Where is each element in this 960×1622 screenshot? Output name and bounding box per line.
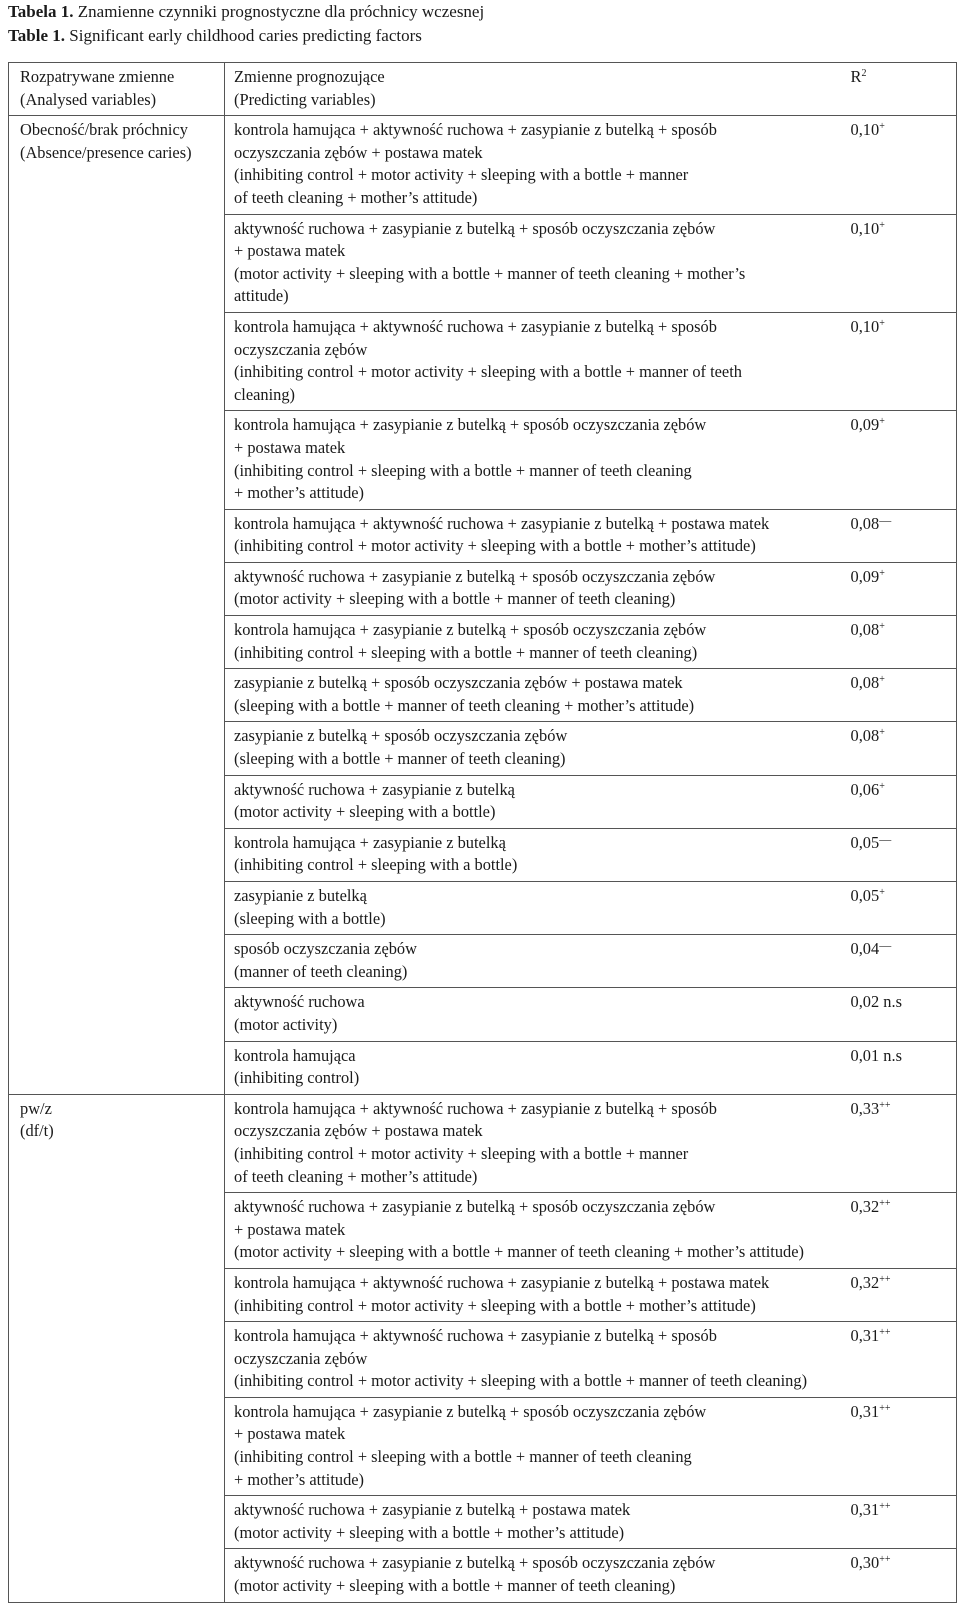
significance-mark: + (879, 121, 885, 133)
caption-english (8, 24, 948, 48)
r-squared-value: 0,08 (850, 673, 880, 693)
predictor-line: (motor activity + sleeping with a bottle + manner of teeth cleaning + mother’s (234, 263, 746, 283)
predicting-variables-cell (225, 616, 847, 669)
predictor-line: aktywność ruchowa + zasypianie z butelką + sposób oczyszczania zębów (234, 218, 716, 238)
significance-mark: ++ (879, 1554, 891, 1566)
r-squared-value: 0,09 (850, 415, 880, 435)
predicting-variables-cell (225, 722, 847, 775)
r-squared-cell (847, 509, 957, 562)
r-squared-cell (847, 1496, 957, 1549)
r-squared-cell (847, 411, 957, 509)
predictor-line: aktywność ruchowa + zasypianie z butelką + postawa matek (234, 1500, 631, 1520)
table-header-row (9, 63, 957, 116)
r-squared-cell (847, 116, 957, 214)
predictor-line: cleaning) (234, 384, 295, 404)
predictor-line: (inhibiting control + motor activity + sleeping with a bottle + manner (234, 165, 689, 185)
predicting-variables-cell (225, 828, 847, 881)
predicting-variables-cell (225, 1193, 847, 1269)
significance-mark: + (879, 416, 885, 428)
predictor-line: (motor activity + sleeping with a bottle + manner of teeth cleaning + mother’s attitude) (234, 1242, 804, 1262)
predictor-line: kontrola hamująca + aktywność ruchowa + zasypianie z butelką + sposób (234, 1326, 717, 1346)
predictor-line: (manner of teeth cleaning) (234, 961, 408, 981)
predictor-line: (inhibiting control + sleeping with a bottle + manner of teeth cleaning) (234, 642, 698, 662)
predictor-line: (inhibiting control + sleeping with a bottle) (234, 855, 518, 875)
predictor-line: (inhibiting control + motor activity + sleeping with a bottle + mother’s attitude) (234, 1295, 756, 1315)
predictor-line: (inhibiting control + motor activity + sleeping with a bottle + manner (234, 1143, 689, 1163)
predictor-line: zasypianie z butelką (234, 886, 367, 905)
predictor-line: + mother’s attitude) (234, 483, 365, 503)
r-squared-value: 0,08 (850, 513, 880, 533)
r-squared-cell (847, 988, 957, 1041)
r-squared-cell (847, 214, 957, 312)
significance-mark: ++ (879, 1327, 891, 1339)
predictor-line: aktywność ruchowa + zasypianie z butelką + sposób oczyszczania zębów (234, 566, 716, 586)
r-squared-cell (847, 1397, 957, 1495)
r-squared-value: 0,01 n.s (850, 1045, 902, 1065)
predictor-line: aktywność ruchowa (234, 992, 365, 1012)
group-label-line: Obecność/brak próchnicy (20, 120, 188, 140)
predictor-line: kontrola hamująca + zasypianie z butelką + sposób oczyszczania zębów (234, 620, 707, 640)
header-col2-pl: Zmienne prognozujące (234, 67, 385, 86)
header-r-squared (847, 63, 957, 116)
predicting-variables-cell (225, 1268, 847, 1321)
significance-mark: — (879, 512, 891, 527)
r-squared-cell (847, 1549, 957, 1602)
r-squared-value: 0,08 (850, 726, 880, 746)
significance-mark: + (879, 727, 885, 739)
r-squared-value: 0,31 (850, 1500, 880, 1520)
predictor-line: (motor activity + sleeping with a bottle + mother’s attitude) (234, 1522, 625, 1542)
header-col1-pl: Rozpatrywane zmienne (20, 67, 175, 86)
predictor-line: kontrola hamująca + aktywność ruchowa + zasypianie z butelką + postawa matek (234, 1272, 770, 1292)
predictor-line: (inhibiting control + sleeping with a bottle + manner of teeth cleaning (234, 1447, 692, 1467)
predicting-variables-cell (225, 411, 847, 509)
group-label (9, 1094, 225, 1602)
r-squared-value: 0,05 (850, 832, 880, 852)
r-squared-cell (847, 312, 957, 410)
predictor-line: + postawa matek (234, 1219, 346, 1239)
predictor-line: (motor activity) (234, 1014, 338, 1034)
significance-mark: ++ (879, 1198, 891, 1210)
predictor-line: of teeth cleaning + mother’s attitude) (234, 187, 478, 207)
predictor-line: kontrola hamująca + aktywność ruchowa + zasypianie z butelką + sposób (234, 120, 717, 140)
predictor-line: aktywność ruchowa + zasypianie z butelką + sposób oczyszczania zębów (234, 1553, 716, 1573)
r-squared-value: 0,02 n.s (850, 992, 902, 1012)
r-squared-cell (847, 616, 957, 669)
r-squared-value: 0,10 (850, 218, 880, 238)
predictor-line: sposób oczyszczania zębów (234, 939, 417, 959)
r-squared-value: 0,10 (850, 120, 880, 140)
significance-mark: + (879, 219, 885, 231)
predictor-line: + postawa matek (234, 1424, 346, 1444)
r-squared-cell (847, 775, 957, 828)
significance-mark: ++ (879, 1501, 891, 1513)
r-squared-cell (847, 1322, 957, 1398)
predicting-variables-cell (225, 312, 847, 410)
predictor-line: kontrola hamująca + aktywność ruchowa + zasypianie z butelką + postawa matek (234, 513, 770, 533)
predictor-line: (motor activity + sleeping with a bottle + manner of teeth cleaning) (234, 589, 676, 609)
r-squared-cell (847, 882, 957, 935)
predictor-line: aktywność ruchowa + zasypianie z butelką + sposób oczyszczania zębów (234, 1197, 716, 1217)
significance-mark: + (879, 887, 885, 898)
group-label-line: (df/t) (20, 1121, 54, 1141)
header-col2-en: (Predicting variables) (234, 89, 376, 109)
predictor-line: oczyszczania zębów + postawa matek (234, 1121, 483, 1141)
predictor-line: (inhibiting control) (234, 1068, 360, 1088)
header-analysed-variables (9, 63, 225, 116)
predictors-table (8, 62, 957, 1603)
significance-mark: ++ (879, 1273, 891, 1285)
predicting-variables-cell (225, 214, 847, 312)
predicting-variables-cell (225, 1094, 847, 1192)
predictor-line: + postawa matek (234, 437, 346, 457)
predictor-line: attitude) (234, 286, 289, 306)
r-squared-value: 0,31 (850, 1401, 880, 1421)
significance-mark: ++ (879, 1402, 891, 1414)
predicting-variables-cell (225, 882, 847, 935)
predictor-line: kontrola hamująca + aktywność ruchowa + zasypianie z butelką + sposób (234, 316, 717, 336)
r-squared-cell (847, 1268, 957, 1321)
predicting-variables-cell (225, 509, 847, 562)
r-squared-cell (847, 1193, 957, 1269)
header-col1-en: (Analysed variables) (20, 89, 157, 109)
caption-english-text: Significant early childhood caries predicting factors (65, 26, 422, 45)
predicting-variables-cell (225, 669, 847, 722)
predictor-line: (inhibiting control + motor activity + sleeping with a bottle + manner of teeth cleaning) (234, 1371, 808, 1391)
header-r-sup: 2 (861, 68, 867, 79)
predictor-line: kontrola hamująca + zasypianie z butelką + sposób oczyszczania zębów (234, 1401, 707, 1421)
r-squared-cell (847, 935, 957, 988)
predictor-line: kontrola hamująca (234, 1045, 356, 1065)
predicting-variables-cell (225, 1397, 847, 1495)
predicting-variables-cell (225, 116, 847, 214)
predictor-line: aktywność ruchowa + zasypianie z butelką (234, 779, 515, 799)
header-predicting-variables (225, 63, 847, 116)
significance-mark: + (879, 780, 885, 792)
predictor-line: + mother’s attitude) (234, 1469, 365, 1489)
r-squared-value: 0,10 (850, 316, 880, 336)
predictor-line: (motor activity + sleeping with a bottle) (234, 802, 496, 822)
predicting-variables-cell (225, 988, 847, 1041)
predictor-line: of teeth cleaning + mother’s attitude) (234, 1166, 478, 1186)
r-squared-cell (847, 828, 957, 881)
group-label (9, 116, 225, 1095)
group-label-line: pw/z (20, 1098, 52, 1118)
predictor-line: (motor activity + sleeping with a bottle + manner of teeth cleaning) (234, 1576, 676, 1596)
table-row (9, 1094, 957, 1192)
table-captions (8, 0, 948, 48)
header-r-base: R (850, 67, 862, 86)
predictor-line: oczyszczania zębów (234, 339, 368, 359)
predictor-line: (inhibiting control + sleeping with a bottle + manner of teeth cleaning (234, 460, 692, 480)
predictor-line: (inhibiting control + motor activity + sleeping with a bottle + mother’s attitude) (234, 536, 756, 556)
r-squared-value: 0,33 (850, 1098, 880, 1118)
predictor-line: oczyszczania zębów (234, 1348, 368, 1368)
significance-mark: ++ (879, 1099, 891, 1111)
r-squared-value: 0,31 (850, 1326, 880, 1346)
predictor-line: (sleeping with a bottle) (234, 908, 386, 928)
predicting-variables-cell (225, 1041, 847, 1094)
table-row (9, 116, 957, 214)
r-squared-value: 0,32 (850, 1197, 880, 1217)
r-squared-value: 0,06 (850, 779, 880, 799)
predictor-line: (inhibiting control + motor activity + sleeping with a bottle + manner of teeth (234, 362, 742, 382)
predicting-variables-cell (225, 562, 847, 615)
predictor-line: zasypianie z butelką + sposób oczyszczania zębów + postawa matek (234, 673, 683, 693)
significance-mark: — (879, 831, 891, 846)
caption-english-number: Table 1. (8, 26, 66, 45)
r-squared-value: 0,04 (850, 939, 880, 959)
significance-mark: + (879, 674, 885, 686)
r-squared-cell (847, 1041, 957, 1094)
caption-polish-number: Tabela 1. (8, 2, 74, 21)
r-squared-value: 0,08 (850, 620, 880, 640)
predictor-line: oczyszczania zębów + postawa matek (234, 142, 483, 162)
predictor-line: zasypianie z butelką + sposób oczyszczania zębów (234, 726, 568, 746)
significance-mark: + (879, 621, 885, 633)
caption-polish-text: Znamienne czynniki prognostyczne dla próchnicy wczesnej (73, 2, 485, 21)
r-squared-cell (847, 669, 957, 722)
significance-mark: + (879, 567, 885, 579)
predicting-variables-cell (225, 775, 847, 828)
predicting-variables-cell (225, 935, 847, 988)
r-squared-value: 0,32 (850, 1272, 880, 1292)
r-squared-value: 0,05 (850, 886, 880, 905)
r-squared-value: 0,09 (850, 566, 880, 586)
significance-mark: + (879, 317, 885, 329)
predicting-variables-cell (225, 1549, 847, 1602)
r-squared-value: 0,30 (850, 1553, 880, 1573)
caption-polish (8, 0, 948, 24)
predictor-line: kontrola hamująca + aktywność ruchowa + zasypianie z butelką + sposób (234, 1098, 717, 1118)
r-squared-cell (847, 722, 957, 775)
predicting-variables-cell (225, 1322, 847, 1398)
group-label-line: (Absence/presence caries) (20, 142, 192, 162)
r-squared-cell (847, 562, 957, 615)
predictor-line: kontrola hamująca + zasypianie z butelką (234, 832, 506, 852)
predictor-line: (sleeping with a bottle + manner of teeth cleaning + mother’s attitude) (234, 695, 695, 715)
r-squared-cell (847, 1094, 957, 1192)
predictor-line: kontrola hamująca + zasypianie z butelką + sposób oczyszczania zębów (234, 415, 707, 435)
predicting-variables-cell (225, 1496, 847, 1549)
predictor-line: (sleeping with a bottle + manner of teeth cleaning) (234, 749, 566, 769)
significance-mark: — (879, 938, 891, 953)
predictor-line: + postawa matek (234, 241, 346, 261)
